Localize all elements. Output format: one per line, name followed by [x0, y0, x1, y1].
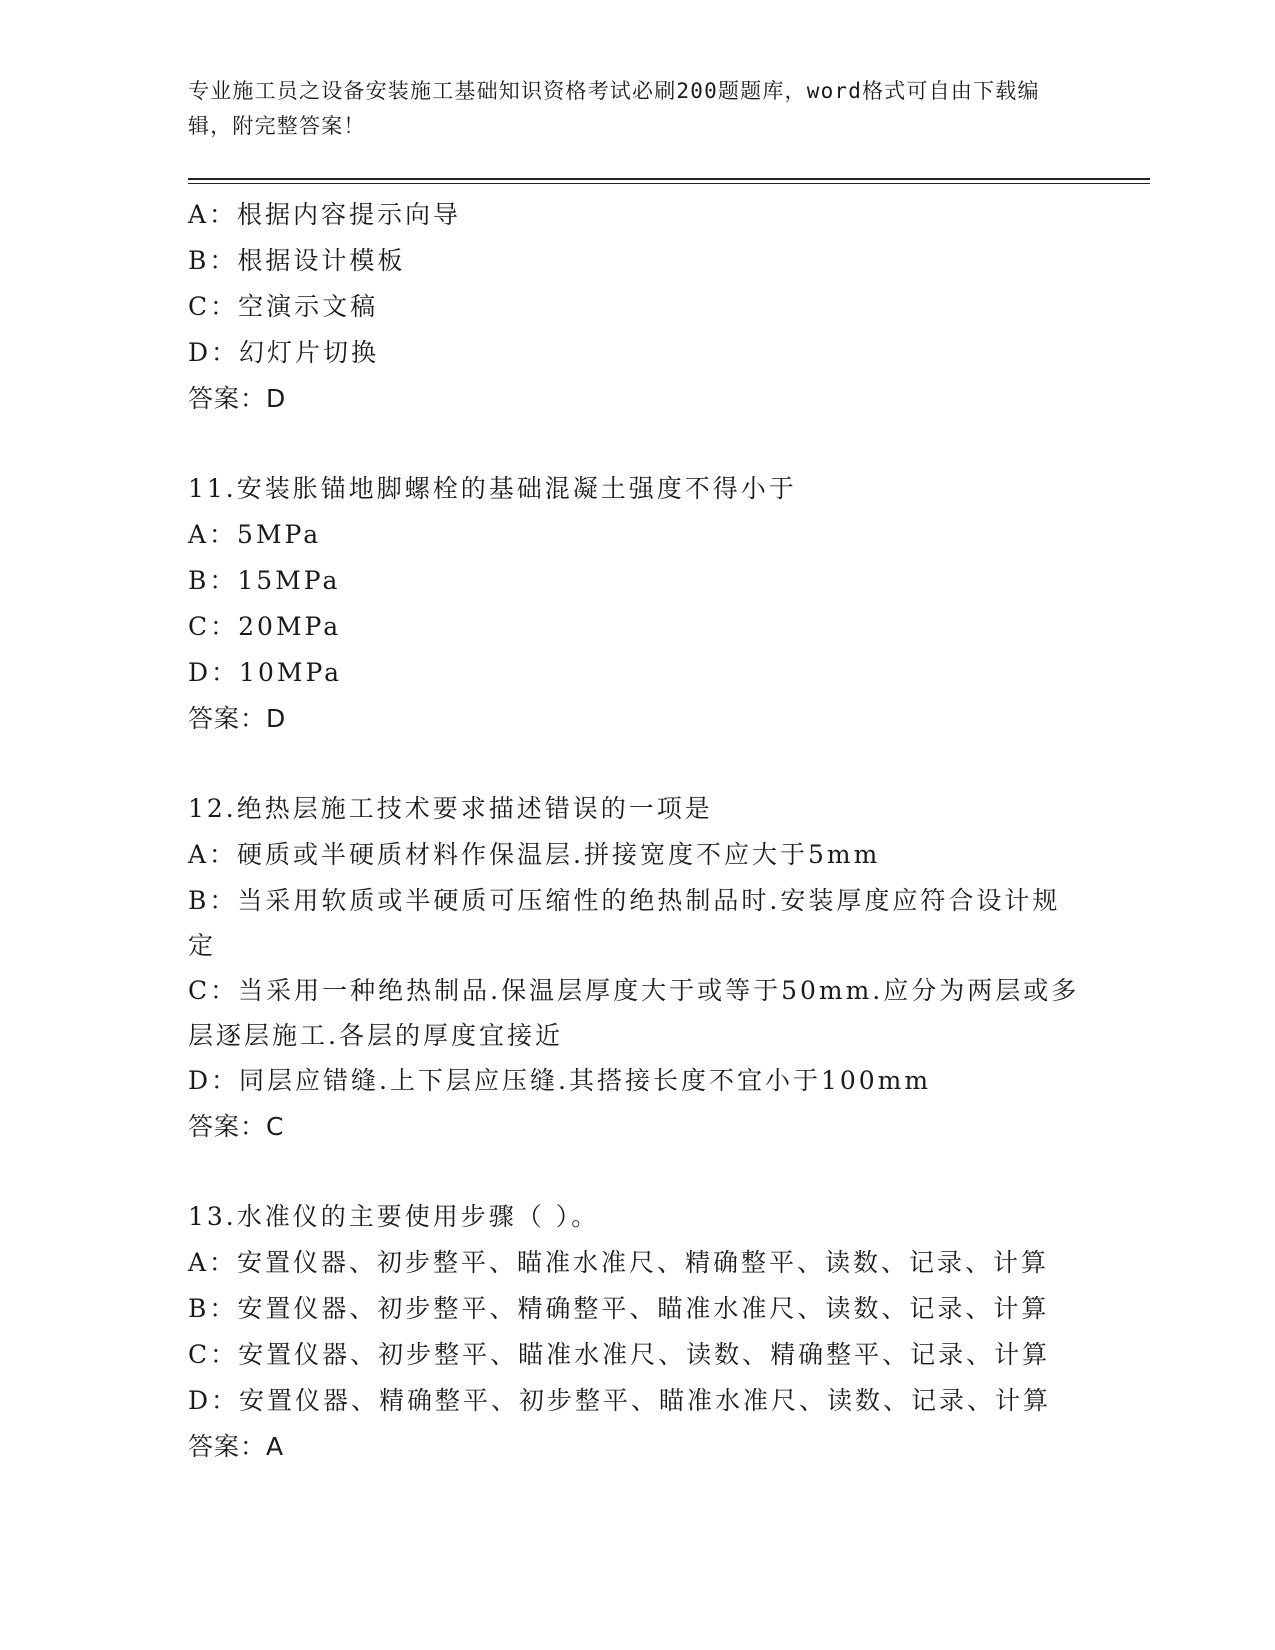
question-stem: 12.绝热层施工技术要求描述错误的一项是: [188, 794, 713, 823]
answer-line: 答案：D: [188, 384, 287, 413]
header-rule-thick: [188, 178, 1150, 180]
option-c: C：当采用一种绝热制品.保温层厚度大于或等于50mm.应分为两层或多层逐层施工.各层的厚度宜接近: [188, 976, 1080, 1050]
question-stem: 13.水准仪的主要使用步骤（ ）。: [188, 1202, 600, 1231]
question-block-10: [188, 192, 1088, 422]
option-c: C：空演示文稿: [188, 292, 379, 321]
question-block-11: [188, 466, 1088, 742]
option-b: B：根据设计模板: [188, 246, 406, 275]
spacer: [188, 422, 1088, 466]
question-block-13: [188, 1194, 1088, 1470]
option-b: B：15MPa: [188, 566, 341, 595]
option-d: D：10MPa: [188, 658, 343, 687]
document-header: 专业施工员之设备安装施工基础知识资格考试必刷200题题库，word格式可自由下载编辑，附完整答案！: [188, 79, 1040, 138]
option-a: A：安置仪器、初步整平、瞄准水准尺、精确整平、读数、记录、计算: [188, 1248, 1050, 1277]
option-a: A：5MPa: [188, 520, 322, 549]
header-rule-thin: [188, 183, 1150, 184]
option-d: D：幻灯片切换: [188, 338, 380, 367]
question-stem: 11.安装胀锚地脚螺栓的基础混凝土强度不得小于: [188, 474, 797, 503]
option-d: D：同层应错缝.上下层应压缝.其搭接长度不宜小于100mm: [188, 1066, 932, 1095]
answer-line: 答案：C: [188, 1112, 285, 1141]
option-b: B：安置仪器、初步整平、精确整平、瞄准水准尺、读数、记录、计算: [188, 1294, 1050, 1323]
answer-line: 答案：A: [188, 1432, 285, 1461]
option-b: B：当采用软质或半硬质可压缩性的绝热制品时.安装厚度应符合设计规定: [188, 886, 1061, 960]
option-c: C：20MPa: [188, 612, 342, 641]
spacer: [188, 1150, 1088, 1194]
question-list: [188, 192, 1088, 1470]
question-block-12: [188, 786, 1088, 1150]
option-a: A：根据内容提示向导: [188, 200, 462, 229]
option-c: C：安置仪器、初步整平、瞄准水准尺、读数、精确整平、记录、计算: [188, 1340, 1051, 1369]
spacer: [188, 742, 1088, 786]
option-a: A：硬质或半硬质材料作保温层.拼接宽度不应大于5mm: [188, 840, 881, 869]
option-d: D：安置仪器、精确整平、初步整平、瞄准水准尺、读数、记录、计算: [188, 1386, 1052, 1415]
answer-line: 答案：D: [188, 704, 287, 733]
